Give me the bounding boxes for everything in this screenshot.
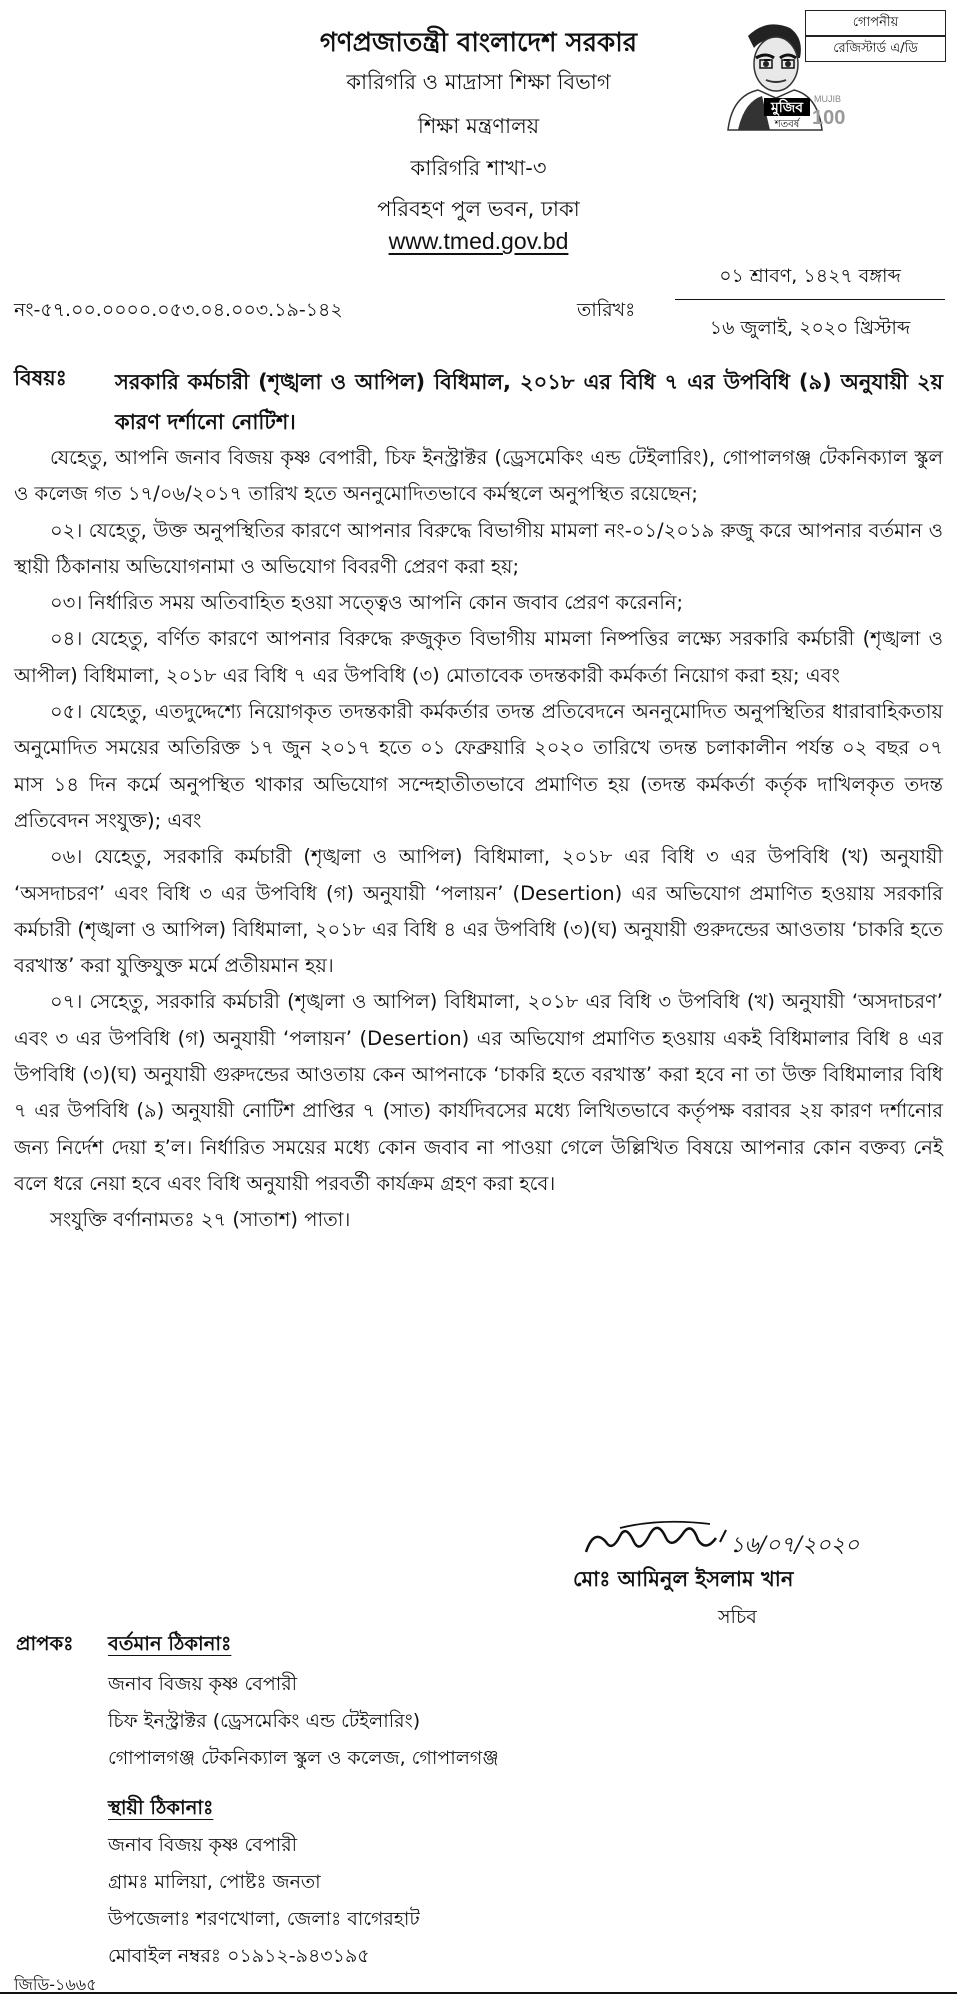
permanent-address-line: জনাব বিজয় কৃষ্ণ বেপারী (108, 1834, 298, 1856)
date-label: তারিখঃ (577, 299, 636, 321)
bottom-divider (0, 1992, 957, 1994)
office-address: পরিবহণ পুল ভবন, ঢাকা (377, 197, 580, 221)
memo-reference-number: নং-৫৭.০০.০০০০.০৫৩.০৪.০০৩.১৯-১৪২ (14, 299, 343, 321)
logo-text: মুজিব (770, 100, 804, 116)
paragraph-03: ০৩। নির্ধারিত সময় অতিবাহিত হওয়া সত্ত্বেও আপনি কোন জবাব প্রেরণ করেননি; (50, 591, 684, 615)
current-address-line: চিফ ইনস্ট্রাক্টর (ড্রেসমেকিং এন্ড টেইলারিং) (108, 1710, 421, 1732)
signatory-name: মোঃ আমিনুল ইসলাম খান (573, 1567, 794, 1591)
signature-date: ১৬/০৭/২০২০ (730, 1533, 860, 1558)
date-english: ১৬ জুলাই, ২০২০ খ্রিস্টাব্দ (709, 317, 911, 339)
subject-label: বিষয়ঃ (14, 366, 67, 390)
current-address-heading: বর্তমান ঠিকানাঃ (108, 1632, 232, 1655)
logo-subtext: শতবর্ষ (774, 119, 800, 130)
paragraph-06: ০৬। যেহেতু, সরকারি কর্মচারী (শৃঙ্খলা ও আপিল) বিধিমালা, ২০১৮ এর বিধি ৩ এর উপবিধি (খ) অনুযায়ী ‘অসদাচরণ’ এবং বিধি ৩ এর উপবিধি (গ) অনুযায়ী ‘পলায়ন’ (Desertion) এর অভিযোগ প্রমাণিত হওয়ায় সরকারি কর্মচারী (শৃঙ্খলা ও আপিল) বিধিমালা, ২০১৮ এর বিধি ৪ এর উপবিধি (৩)(ঘ) অনুযায়ী গুরুদন্ডের আওতায় ‘চাকরি হতে বরখাস্ত’ করা যুক্তিযুক্ত মর্মে প্রতীয়মান হয়। (14, 845, 943, 978)
permanent-address-line: মোবাইল নম্বরঃ ০১৯১২-৯৪৩১৯৫ (108, 1945, 370, 1967)
registered-ad-stamp: রেজিস্টার্ড এ/ডি (805, 36, 946, 62)
government-title: গণপ্রজাতন্ত্রী বাংলাদেশ সরকার (319, 28, 638, 58)
logo-mujib-text: MUJIB (814, 94, 841, 104)
current-address-line: জনাব বিজয় কৃষ্ণ বেপারী (108, 1673, 298, 1695)
notice-body (14, 440, 943, 1239)
signatory-title: সচিব (718, 1606, 757, 1628)
confidential-stamp: গোপনীয় (805, 10, 946, 36)
paragraph-01: যেহেতু, আপনি জনাব বিজয় কৃষ্ণ বেপারী, চিফ ইনস্ট্রাক্টর (ড্রেসমেকিং এন্ড টেইলারিং), গোপালগঞ্জ টেকনিক্যাল স্কুল ও কলেজ গত ১৭/০৬/২০১৭ তারিখ হতে অননুমোদিতভাবে কর্মস্থলে অনুপস্থিত রয়েছেন; (14, 446, 943, 506)
current-address-line: গোপালগঞ্জ টেকনিক্যাল স্কুল ও কলেজ, গোপালগঞ্জ (108, 1747, 499, 1769)
website-text[interactable]: www.tmed.gov.bd (388, 228, 569, 254)
paragraph-05: ০৫। যেহেতু, এতদুদ্দেশ্যে নিয়োগকৃত তদন্তকারী কর্মকর্তার তদন্ত প্রতিবেদনে অননুমোদিত অনুপস্থিতির ধারাবাহিকতায় অনুমোদিত সময়ের অতিরিক্ত ১৭ জুন ২০১৭ হতে ০১ ফেব্রুয়ারি ২০২০ তারিখে তদন্ত চলাকালীন পর্যন্ত ০২ বছর ০৭ মাস ১৪ দিন কর্মে অনুপস্থিত থাকার অভিযোগ সন্দেহাতীতভাবে প্রমাণিত হয় (তদন্ত কর্মকর্তা কর্তৃক দাখিলকৃত তদন্ত প্রতিবেদন সংযুক্ত); এবং (14, 700, 943, 832)
department-name: কারিগরি ও মাদ্রাসা শিক্ষা বিভাগ (346, 70, 611, 94)
handwritten-signature (580, 1508, 880, 1568)
gd-code: জিডি-১৬৬৫ (14, 1975, 97, 1994)
mujib-centenary-logo (708, 18, 846, 130)
subject-text: সরকারি কর্মচারী (শৃঙ্খলা ও আপিল) বিধিমাল, ২০১৮ এর বিধি ৭ এর উপবিধি (৯) অনুযায়ী ২য় কারণ দর্শানো নোটিশ। (115, 370, 943, 434)
permanent-address-line: উপজেলাঃ শরণখোলা, জেলাঃ বাগেরহাট (108, 1908, 420, 1930)
paragraph-02: ০২। যেহেতু, উক্ত অনুপস্থিতির কারণে আপনার বিরুদ্ধে বিভাগীয় মামলা নং-০১/২০১৯ রুজু করে আপনার বর্তমান ও স্থায়ী ঠিকানায় অভিযোগনামা ও অভিযোগ বিবরণী প্রেরণ করা হয়; (14, 518, 943, 578)
permanent-address-heading: স্থায়ী ঠিকানাঃ (108, 1796, 214, 1819)
website-link[interactable] (0, 228, 957, 255)
recipient-label: প্রাপকঃ (16, 1632, 74, 1655)
branch-name: কারিগরি শাখা-৩ (410, 156, 547, 180)
paragraph-07: ০৭। সেহেতু, সরকারি কর্মচারী (শৃঙ্খলা ও আপিল) বিধিমালা, ২০১৮ এর বিধি ৩ উপবিধি (খ) অনুযায়ী ‘অসদাচরণ’ এবং ৩ এর উপবিধি (গ) অনুযায়ী ‘পলায়ন’ (Desertion) এর অভিযোগ প্রমাণিত হওয়ায় একই বিধিমালার বিধি ৪ এর উপবিধি (৩)(ঘ) অনুযায়ী গুরুদন্ডের আওতায় কেন আপনাকে ‘চাকরি হতে বরখাস্ত’ করা হবে না তা উক্ত বিধিমালার বিধি ৭ এর উপবিধি (৯) অনুযায়ী নোটিশ প্রাপ্তির ৭ (সাত) কার্যদিবসের মধ্যে লিখিতভাবে কর্তৃপক্ষ বরাবর ২য় কারণ দর্শানোর জন্য নির্দেশ দেয়া হ’ল। নির্ধারিত সময়ের মধ্যে কোন জবাব না পাওয়া গেলে উল্লিখিত বিষয়ে আপনার কোন বক্তব্য নেই বলে ধরে নেয়া হবে এবং বিধি অনুযায়ী পরবর্তী কার্যক্রম গ্রহণ করা হবে। (14, 990, 943, 1195)
logo-100-text: 100 (812, 107, 846, 129)
date-divider (675, 299, 945, 300)
paragraph-04: ০৪। যেহেতু, বর্ণিত কারণে আপনার বিরুদ্ধে রুজুকৃত বিভাগীয় মামলা নিষ্পত্তির লক্ষ্যে সরকারি কর্মচারী (শৃঙ্খলা ও আপীল) বিধিমালা, ২০১৮ এর বিধি ৭ এর উপবিধি (৩) মোতাবেক তদন্তকারী কর্মকর্তা নিয়োগ করা হয়; এবং (14, 627, 943, 687)
permanent-address-line: গ্রামঃ মালিয়া, পোষ্টঃ জনতা (108, 1871, 321, 1893)
date-bangla: ০১ শ্রাবণ, ১৪২৭ বঙ্গাব্দ (719, 265, 901, 287)
attachment-note: সংযুক্তি বর্ণানামতঃ ২৭ (সাতাশ) পাতা। (50, 1208, 351, 1232)
ministry-name: শিক্ষা মন্ত্রণালয় (417, 114, 540, 138)
